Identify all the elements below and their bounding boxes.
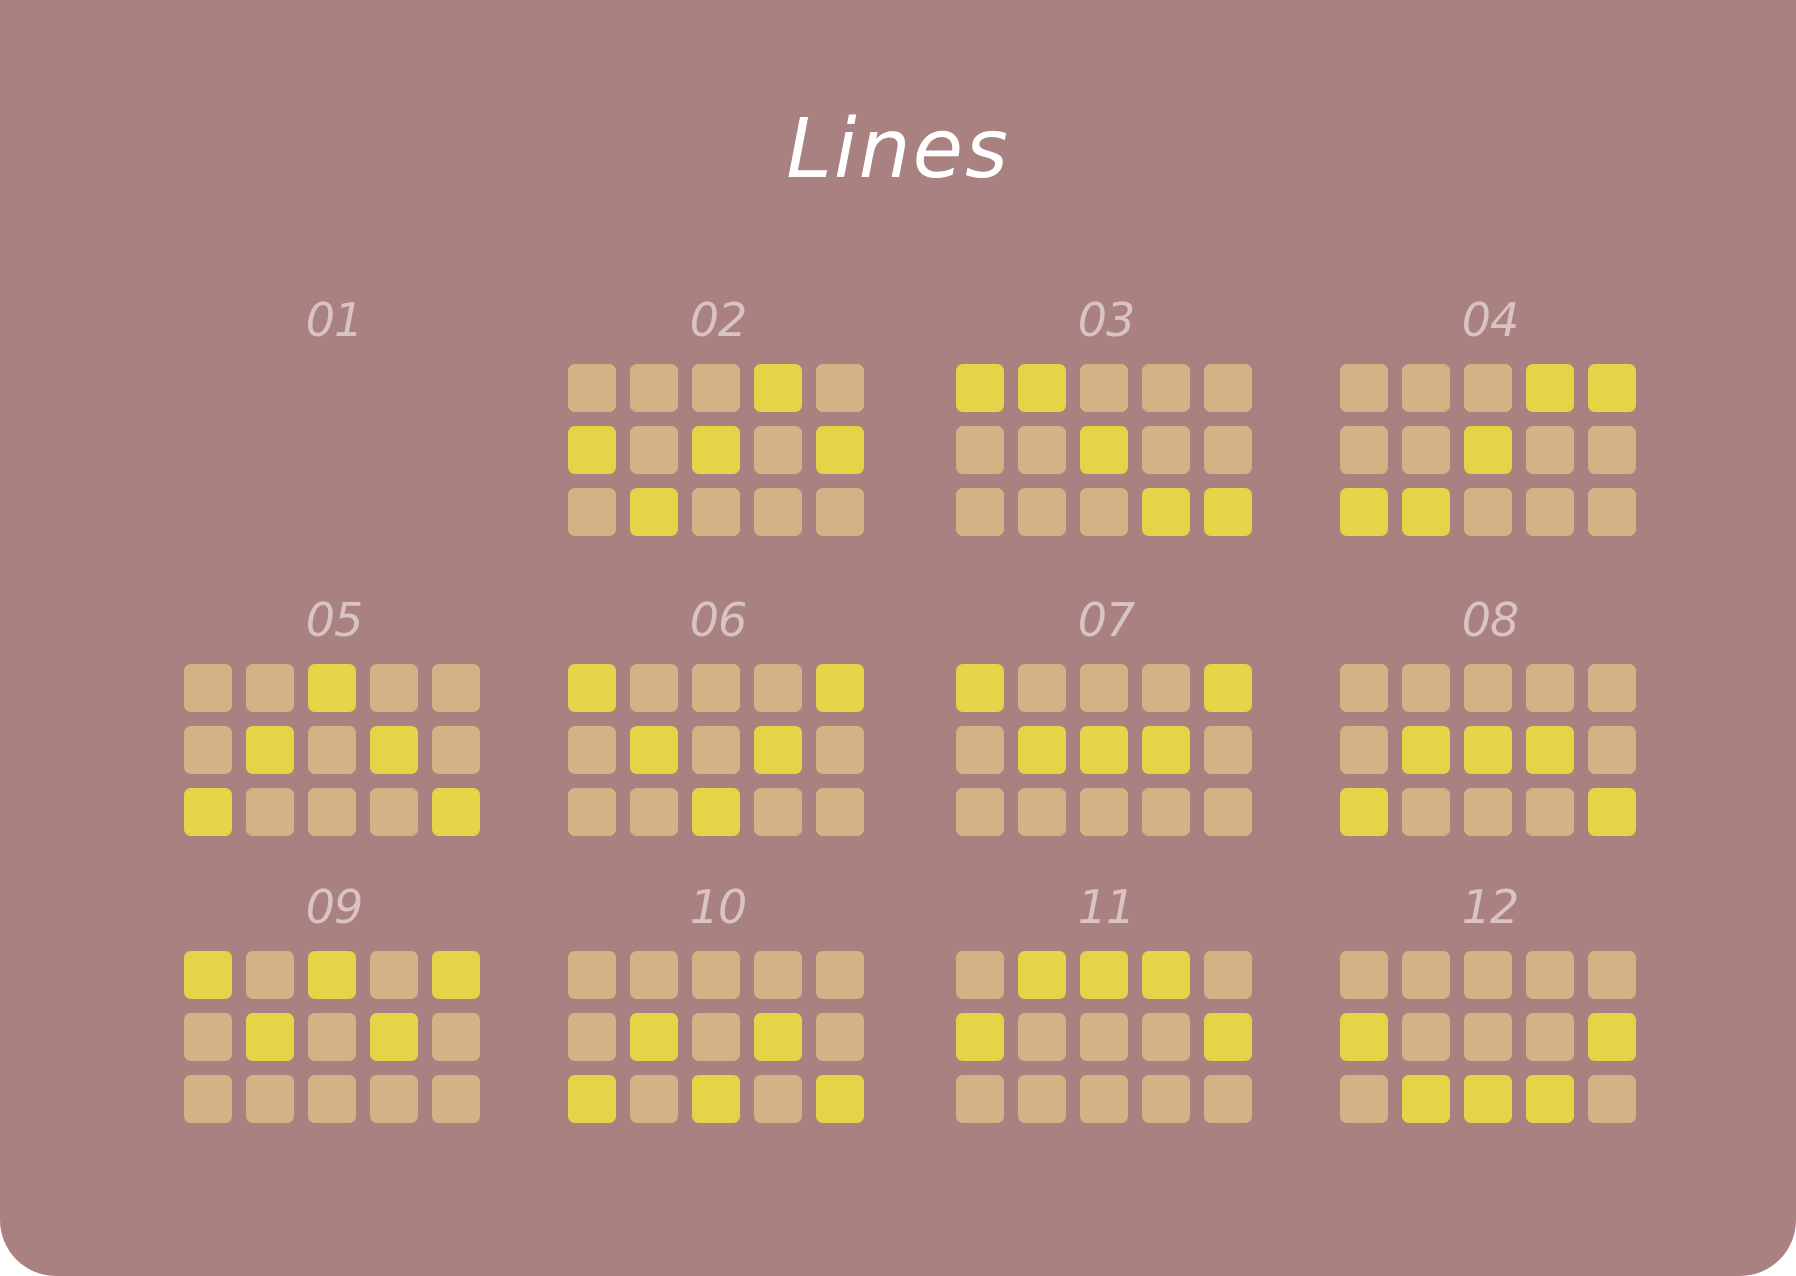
pattern-cell	[432, 1013, 480, 1061]
pattern-cell	[1464, 788, 1512, 836]
payline-pattern	[568, 951, 868, 1125]
pattern-cell-active	[432, 788, 480, 836]
pattern-cell	[754, 951, 802, 999]
pattern-cell-active	[630, 726, 678, 774]
pattern-cell	[308, 788, 356, 836]
pattern-cell	[754, 788, 802, 836]
pattern-cell	[1588, 426, 1636, 474]
payline-pattern	[568, 364, 868, 538]
pattern-cell	[1526, 426, 1574, 474]
pattern-cell-active	[1464, 726, 1512, 774]
pattern-cell	[1402, 364, 1450, 412]
pattern-cell	[432, 1075, 480, 1123]
pattern-cell	[1142, 664, 1190, 712]
pattern-cell	[1464, 951, 1512, 999]
pattern-cell-active	[432, 951, 480, 999]
pattern-cell	[568, 1013, 616, 1061]
pattern-cell	[1018, 1075, 1066, 1123]
pattern-cell	[184, 1013, 232, 1061]
pattern-cell	[1080, 788, 1128, 836]
pattern-cell	[1402, 426, 1450, 474]
pattern-cell	[1142, 1075, 1190, 1123]
pattern-cell	[1340, 951, 1388, 999]
pattern-cell	[956, 488, 1004, 536]
pattern-cell-active	[1526, 364, 1574, 412]
pattern-cell-active	[370, 1013, 418, 1061]
pattern-cell	[1204, 951, 1252, 999]
pattern-cell-active	[816, 664, 864, 712]
pattern-cell	[692, 951, 740, 999]
pattern-cell-active	[692, 426, 740, 474]
pattern-cell-active	[1588, 788, 1636, 836]
pattern-cell	[692, 364, 740, 412]
pattern-cell	[184, 726, 232, 774]
pattern-cell-active	[1142, 488, 1190, 536]
pattern-cell	[1340, 364, 1388, 412]
pattern-cell	[1588, 1075, 1636, 1123]
pattern-cell	[432, 726, 480, 774]
pattern-cell-active	[754, 364, 802, 412]
payline-number: 08	[1461, 593, 1519, 647]
pattern-cell-active	[568, 1075, 616, 1123]
pattern-cell-active	[956, 364, 1004, 412]
pattern-cell	[816, 726, 864, 774]
pattern-cell	[1204, 364, 1252, 412]
pattern-cell	[1080, 364, 1128, 412]
pattern-cell	[1526, 664, 1574, 712]
pattern-cell-active	[1204, 664, 1252, 712]
pattern-cell	[1464, 664, 1512, 712]
pattern-cell	[630, 426, 678, 474]
pattern-cell	[956, 1075, 1004, 1123]
pattern-cell-active	[1588, 1013, 1636, 1061]
pattern-cell-active	[754, 726, 802, 774]
pattern-cell-active	[1588, 364, 1636, 412]
pattern-cell-active	[246, 726, 294, 774]
payline-number: 10	[689, 880, 747, 934]
payline-number: 05	[305, 593, 363, 647]
pattern-cell	[1402, 951, 1450, 999]
pattern-cell-active	[1204, 488, 1252, 536]
pattern-cell	[1080, 1013, 1128, 1061]
pattern-cell	[308, 1013, 356, 1061]
pattern-cell	[246, 951, 294, 999]
payline-pattern	[956, 664, 1256, 838]
pattern-cell-active	[1018, 364, 1066, 412]
pattern-cell-active	[184, 951, 232, 999]
pattern-cell-active	[1340, 788, 1388, 836]
pattern-cell	[1142, 364, 1190, 412]
pattern-cell	[630, 664, 678, 712]
pattern-cell-active	[754, 1013, 802, 1061]
pattern-cell-active	[1142, 951, 1190, 999]
pattern-cell	[816, 364, 864, 412]
pattern-cell-active	[1464, 426, 1512, 474]
pattern-cell	[816, 951, 864, 999]
pattern-cell	[754, 664, 802, 712]
payline-number: 12	[1461, 880, 1519, 934]
pattern-cell	[956, 951, 1004, 999]
pattern-cell	[1402, 788, 1450, 836]
pattern-cell	[568, 488, 616, 536]
pattern-cell	[1018, 788, 1066, 836]
pattern-cell	[1080, 664, 1128, 712]
pattern-cell	[1340, 726, 1388, 774]
pattern-cell-active	[1464, 1075, 1512, 1123]
payline-number: 02	[689, 293, 747, 347]
payline-number: 07	[1077, 593, 1135, 647]
pattern-cell-active	[1526, 726, 1574, 774]
pattern-cell	[568, 726, 616, 774]
pattern-cell-active	[1340, 1013, 1388, 1061]
pattern-cell-active	[246, 1013, 294, 1061]
pattern-cell	[956, 426, 1004, 474]
pattern-cell	[1526, 1013, 1574, 1061]
payline-number: 09	[305, 880, 363, 934]
pattern-cell	[1526, 951, 1574, 999]
pattern-cell	[1142, 426, 1190, 474]
pattern-cell-active	[1204, 1013, 1252, 1061]
payline-number: 11	[1077, 880, 1135, 934]
pattern-cell-active	[1402, 726, 1450, 774]
pattern-cell	[1402, 664, 1450, 712]
pattern-cell	[568, 788, 616, 836]
pattern-cell	[184, 1075, 232, 1123]
pattern-cell	[1340, 1075, 1388, 1123]
pattern-cell-active	[692, 788, 740, 836]
pattern-cell	[1080, 1075, 1128, 1123]
payline-pattern	[1340, 664, 1640, 838]
payline-number: 01	[305, 293, 363, 347]
pattern-cell-active	[1402, 488, 1450, 536]
pattern-cell	[568, 364, 616, 412]
payline-pattern	[184, 951, 484, 1125]
pattern-cell	[308, 1075, 356, 1123]
pattern-cell-active	[184, 788, 232, 836]
pattern-cell	[370, 788, 418, 836]
pattern-cell	[692, 488, 740, 536]
pattern-cell	[1588, 488, 1636, 536]
pattern-cell	[692, 1013, 740, 1061]
pattern-cell	[370, 664, 418, 712]
pattern-cell	[246, 664, 294, 712]
pattern-cell-active	[1402, 1075, 1450, 1123]
pattern-cell-active	[1080, 726, 1128, 774]
pattern-cell	[816, 788, 864, 836]
pattern-cell-active	[630, 1013, 678, 1061]
payline-number: 03	[1077, 293, 1135, 347]
pattern-cell	[1588, 951, 1636, 999]
pattern-cell	[630, 788, 678, 836]
payline-number: 06	[689, 593, 747, 647]
payline-pattern	[956, 951, 1256, 1125]
payline-pattern	[1340, 364, 1640, 538]
pattern-cell-active	[816, 426, 864, 474]
pattern-cell-active	[956, 664, 1004, 712]
pattern-cell-active	[692, 1075, 740, 1123]
pattern-cell	[754, 1075, 802, 1123]
pattern-cell	[1526, 488, 1574, 536]
pattern-cell-active	[1526, 1075, 1574, 1123]
pattern-cell	[1018, 426, 1066, 474]
pattern-cell	[1142, 1013, 1190, 1061]
pattern-cell-active	[370, 726, 418, 774]
pattern-cell	[754, 488, 802, 536]
pattern-cell	[184, 664, 232, 712]
pattern-cell-active	[308, 664, 356, 712]
pattern-cell-active	[1018, 726, 1066, 774]
payline-number: 04	[1461, 293, 1519, 347]
pattern-cell-active	[816, 1075, 864, 1123]
pattern-cell	[1018, 1013, 1066, 1061]
page-title: Lines	[786, 102, 1010, 197]
payline-pattern	[1340, 951, 1640, 1125]
pattern-cell-active	[1018, 951, 1066, 999]
pattern-cell-active	[956, 1013, 1004, 1061]
payline-pattern	[568, 664, 868, 838]
pattern-cell-active	[1340, 488, 1388, 536]
pattern-cell	[1142, 788, 1190, 836]
pattern-cell-active	[1142, 726, 1190, 774]
pattern-cell	[1080, 488, 1128, 536]
pattern-cell	[754, 426, 802, 474]
pattern-cell	[630, 1075, 678, 1123]
pattern-cell	[816, 1013, 864, 1061]
pattern-cell-active	[1080, 426, 1128, 474]
pattern-cell	[568, 951, 616, 999]
pattern-cell	[308, 726, 356, 774]
pattern-cell-active	[308, 951, 356, 999]
pattern-cell	[956, 726, 1004, 774]
pattern-cell	[1588, 664, 1636, 712]
pattern-cell	[1018, 488, 1066, 536]
pattern-cell	[630, 364, 678, 412]
pattern-cell-active	[630, 488, 678, 536]
pattern-cell	[246, 1075, 294, 1123]
pattern-cell	[370, 951, 418, 999]
pattern-cell	[1464, 1013, 1512, 1061]
pattern-cell	[1402, 1013, 1450, 1061]
pattern-cell	[1018, 664, 1066, 712]
pattern-cell	[1588, 726, 1636, 774]
pattern-cell-active	[1080, 951, 1128, 999]
payline-pattern	[956, 364, 1256, 538]
pattern-cell	[630, 951, 678, 999]
pattern-cell	[1464, 364, 1512, 412]
pattern-cell	[1526, 788, 1574, 836]
pattern-cell	[692, 664, 740, 712]
pattern-cell-active	[568, 426, 616, 474]
pattern-cell	[370, 1075, 418, 1123]
pattern-cell	[692, 726, 740, 774]
pattern-cell	[1204, 1075, 1252, 1123]
pattern-cell	[432, 664, 480, 712]
pattern-cell	[956, 788, 1004, 836]
payline-pattern	[184, 664, 484, 838]
pattern-cell	[1340, 664, 1388, 712]
pattern-cell	[1204, 726, 1252, 774]
pattern-cell-active	[568, 664, 616, 712]
pattern-cell	[1204, 788, 1252, 836]
pattern-cell	[1204, 426, 1252, 474]
pattern-cell	[246, 788, 294, 836]
pattern-cell	[1340, 426, 1388, 474]
pattern-cell	[816, 488, 864, 536]
pattern-cell	[1464, 488, 1512, 536]
